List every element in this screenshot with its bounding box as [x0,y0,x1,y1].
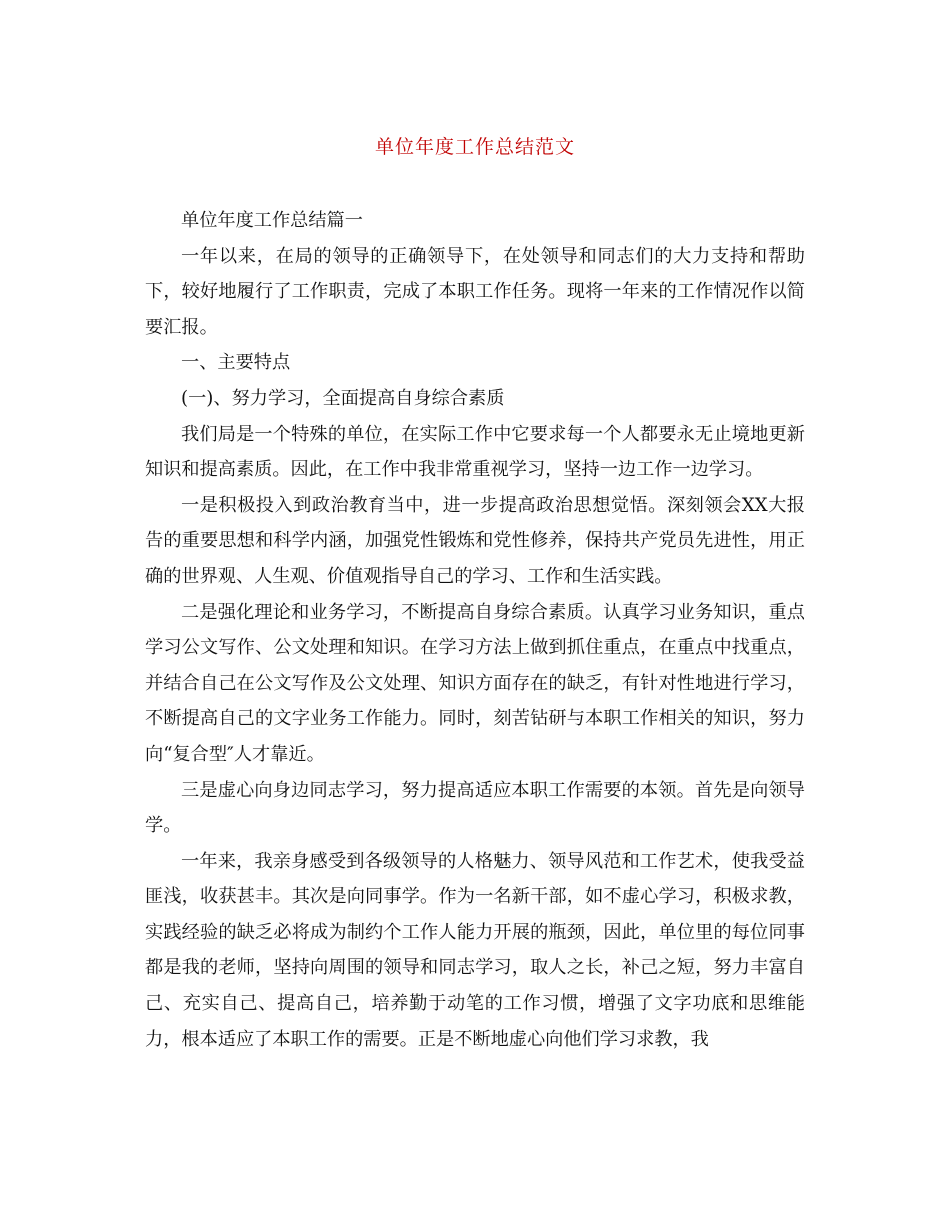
document-title: 单位年度工作总结范文 [374,136,575,158]
subsection-heading: (一)、努力学习，全面提高自身综合素质 [181,387,505,409]
section-heading: 单位年度工作总结篇一 [181,210,363,231]
body-paragraph: 一年来，我亲身感受到各级领导的人格魅力、领导风范和工作艺术，使我受益匪浅，收获甚丰。其次是向同事学。作为一名新干部，如不虚心学习，积极求教，实践经验的缺乏必将成为制约个工作人能力开展的瓶颈，因此，单位里的每位同事都是我的老师，坚持向周围的领导和同志学习，取人之长，补己之短，努力丰富自己、充实自己、提高自己，培养勤于动笔的工作习惯，增强了文字功底和思维能力，根本适应了本职工作的需要。正是不断地虚心向他们学习求教，我 [145,850,805,1050]
body-paragraph: 我们局是一个特殊的单位，在实际工作中它要求每一个人都要永无止境地更新知识和提高素质。因此，在工作中我非常重视学习，坚持一边工作一边学习。 [145,423,805,481]
intro-paragraph: 一年以来，在局的领导的正确领导下，在处领导和同志们的大力支持和帮助下，较好地履行了工作职责，完成了本职工作任务。现将一年来的工作情况作以简要汇报。 [145,245,805,338]
document-body [145,203,805,1057]
body-paragraph: 二是强化理论和业务学习，不断提高自身综合素质。认真学习业务知识，重点学习公文写作、公文处理和知识。在学习方法上做到抓住重点，在重点中找重点，并结合自己在公文写作及公文处理、知识方面存在的缺乏，有针对性地进行学习，不断提高自己的文字业务工作能力。同时，刻苦钻研与本职工作相关的知识，努力向“复合型″人才靠近。 [145,601,805,765]
body-paragraph: 一是积极投入到政治教育当中，进一步提高政治思想觉悟。深刻领会XX大报告的重要思想和科学内涵，加强党性锻炼和党性修养，保持共产党员先进性，用正确的世界观、人生观、价值观指导自己的学习、工作和生活实践。 [145,494,805,587]
main-features-heading: 一、主要特点 [181,352,291,374]
body-paragraph: 三是虚心向身边同志学习，努力提高适应本职工作需要的本领。首先是向领导学。 [145,779,805,837]
